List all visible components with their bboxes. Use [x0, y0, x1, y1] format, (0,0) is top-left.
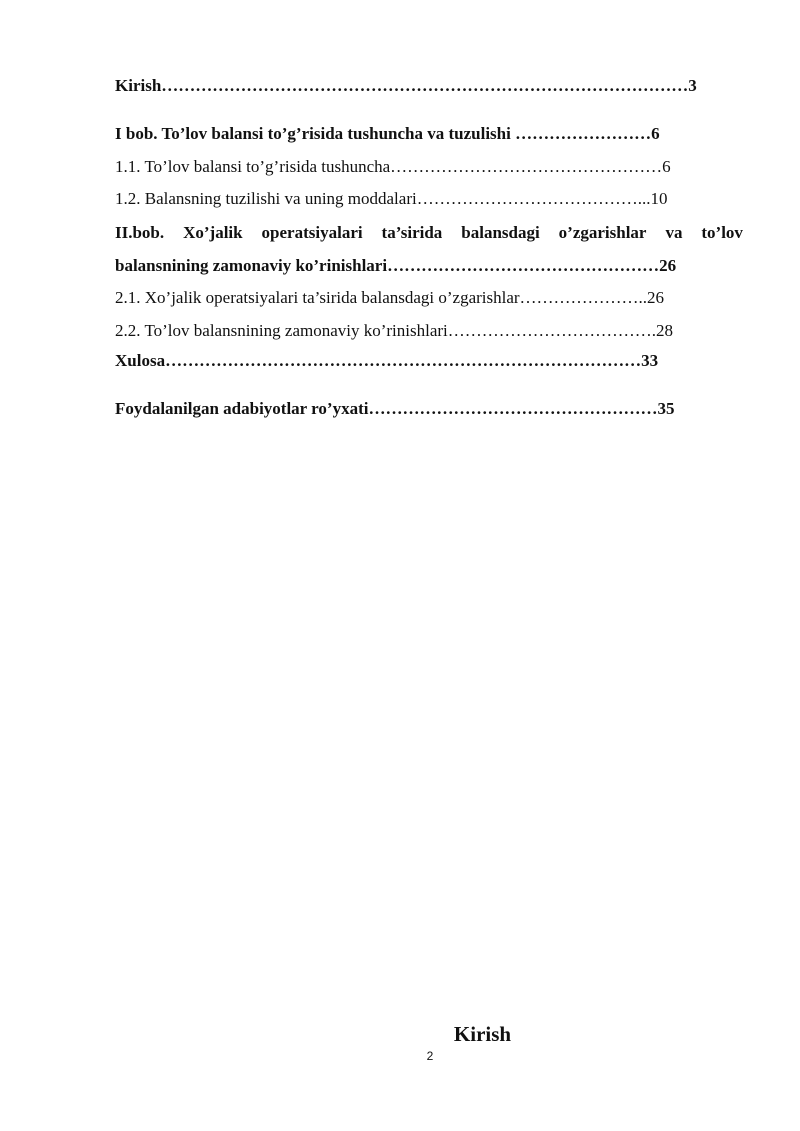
toc-word: to’lov	[701, 223, 743, 242]
section-heading: Kirish	[453, 1022, 512, 1046]
toc-entry-section-1-2: 1.2. Balansning tuzilishi va uning moddalari…………………………………...10	[115, 189, 668, 208]
toc-entry-chapter-2-line-2: balansnining zamonaviy ko’rinishlari…………………………………………26	[115, 256, 677, 275]
toc-entry-section-2-1: 2.1. Xo’jalik operatsiyalari ta’sirida balansdagi o’zgarishlar…………………..26	[115, 288, 665, 307]
toc-entry-adabiyotlar: Foydalanilgan adabiyotlar ro’yxati……………………………………………35	[115, 399, 675, 418]
toc-entry-chapter-1: I bob. To’lov balansi to’g’risida tushuncha va tuzulishi ……………………6	[115, 124, 660, 143]
toc-entry-chapter-2-line-1	[115, 223, 743, 243]
toc-entry-xulosa: Xulosa…………………………………………………………………………33	[115, 351, 659, 370]
toc-word: operatsiyalari	[261, 223, 363, 242]
toc-word: Xo’jalik	[183, 223, 243, 242]
toc-word: II.bob.	[115, 223, 165, 242]
toc-word: ta’sirida	[381, 223, 443, 242]
toc-entry-kirish: Kirish…………………………………………………………………………………3	[115, 76, 697, 95]
toc-entry-section-2-2: 2.2. To’lov balansnining zamonaviy ko’rinishlari……………………………….28	[115, 321, 674, 340]
toc-entry-section-1-1: 1.1. To’lov balansi to’g’risida tushuncha…………………………………………6	[115, 157, 671, 176]
toc-word: va	[665, 223, 683, 242]
toc-word: balansdagi	[461, 223, 540, 242]
page-number: 2	[426, 1049, 434, 1063]
toc-word: o’zgarishlar	[558, 223, 647, 242]
